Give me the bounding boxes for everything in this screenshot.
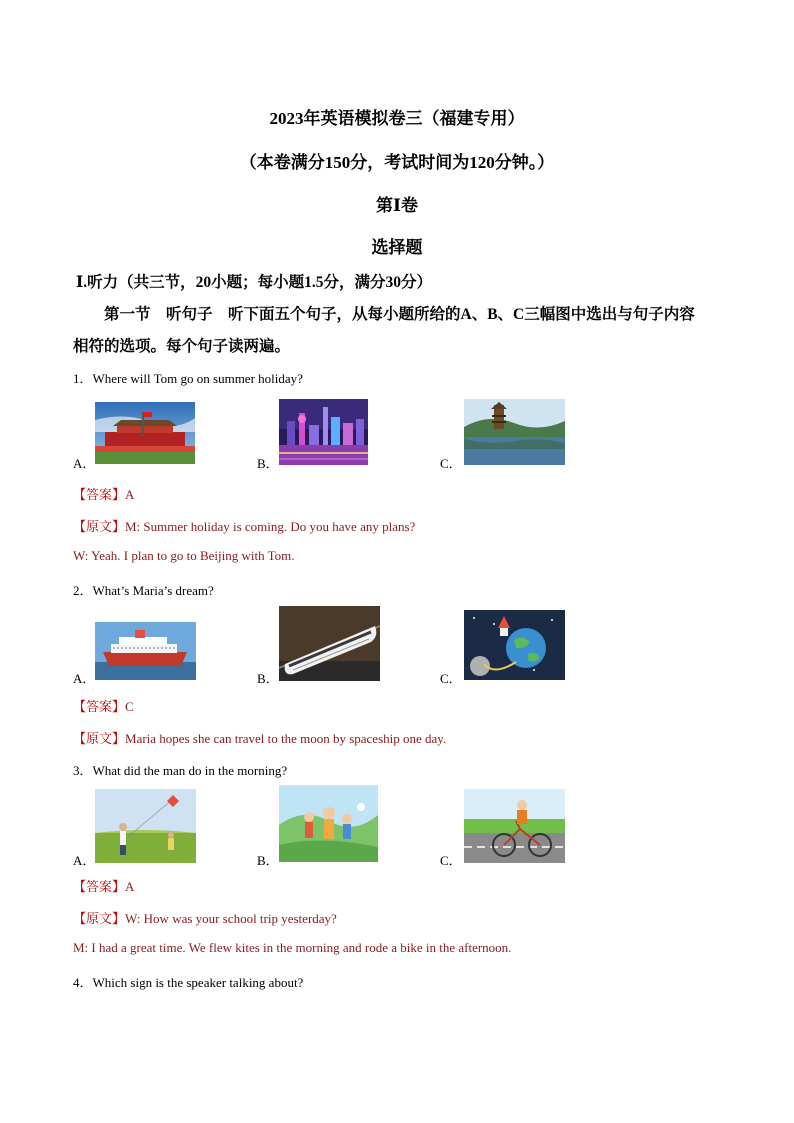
cruise-ship-image [95,622,196,680]
question-3-text: 3．What did the man do in the morning? [73,763,288,778]
answer-value: A [125,487,135,502]
option-b-label: B． [257,671,279,686]
option-a-label: A． [73,456,96,471]
answer-tag: 【答案】 [73,487,126,502]
option-a-label: A． [73,671,96,686]
transcript-line-3 [73,908,337,927]
answer-tag: 【答案】 [73,699,126,714]
option-b-label: B． [257,853,279,868]
question-1-text: 1．Where will Tom go on summer holiday? [73,371,303,386]
page-subtitle: （本卷满分150分，考试时间为120分钟。） [239,153,555,172]
transcript-text: Maria hopes she can travel to the moon by spaceship one day. [125,731,447,746]
volume-heading: 第Ⅰ卷 [376,196,418,215]
transcript-text: M: Summer holiday is coming. Do you have any plans? [125,519,416,534]
option-c-label: C． [440,853,462,868]
instruction-line-2: 相符的选项。每个句子读两遍。 [73,338,291,355]
answer-line-1 [73,484,134,503]
answer-value: C [125,699,134,714]
transcript-line-2 [73,728,446,747]
part-heading: Ⅰ.听力（共三节，20小题；每小题1.5分，满分30分） [76,274,433,291]
high-speed-train-image [279,606,380,681]
instruction-line-1: 第一节 听句子 听下面五个句子，从每小题所给的A、B、C三幅图中选出与句子内容 [104,306,695,323]
option-c-label: C． [440,671,462,686]
lake-pagoda-image [464,399,565,465]
answer-line-3 [73,876,134,895]
section-heading: 选择题 [371,238,423,257]
transcript-line-1b: W: Yeah. I plan to go to Beijing with Tom. [73,548,295,563]
transcript-text: W: How was your school trip yesterday? [125,911,337,926]
question-2-text: 2．What’s Maria’s dream? [73,583,214,598]
answer-value: A [125,879,135,894]
page-title: 2023年英语模拟卷三（福建专用） [269,109,525,128]
riding-bike-image [464,789,565,863]
answer-tag: 【答案】 [73,879,126,894]
transcript-tag: 【原文】 [73,519,126,534]
option-a-label: A． [73,853,96,868]
transcript-tag: 【原文】 [73,911,126,926]
space-earth-rocket-image [464,610,565,680]
option-c-label: C． [440,456,462,471]
transcript-line-3b: M: I had a great time. We flew kites in the morning and rode a bike in the afternoon. [73,940,512,955]
transcript-tag: 【原文】 [73,731,126,746]
transcript-line-1 [73,516,415,535]
tiananmen-image [95,402,195,464]
family-hiking-image [279,785,378,862]
option-b-label: B． [257,456,279,471]
question-4-text: 4．Which sign is the speaker talking about? [73,975,304,990]
answer-line-2 [73,696,134,715]
city-night-skyline-image [279,399,368,465]
flying-kite-image [95,789,196,863]
